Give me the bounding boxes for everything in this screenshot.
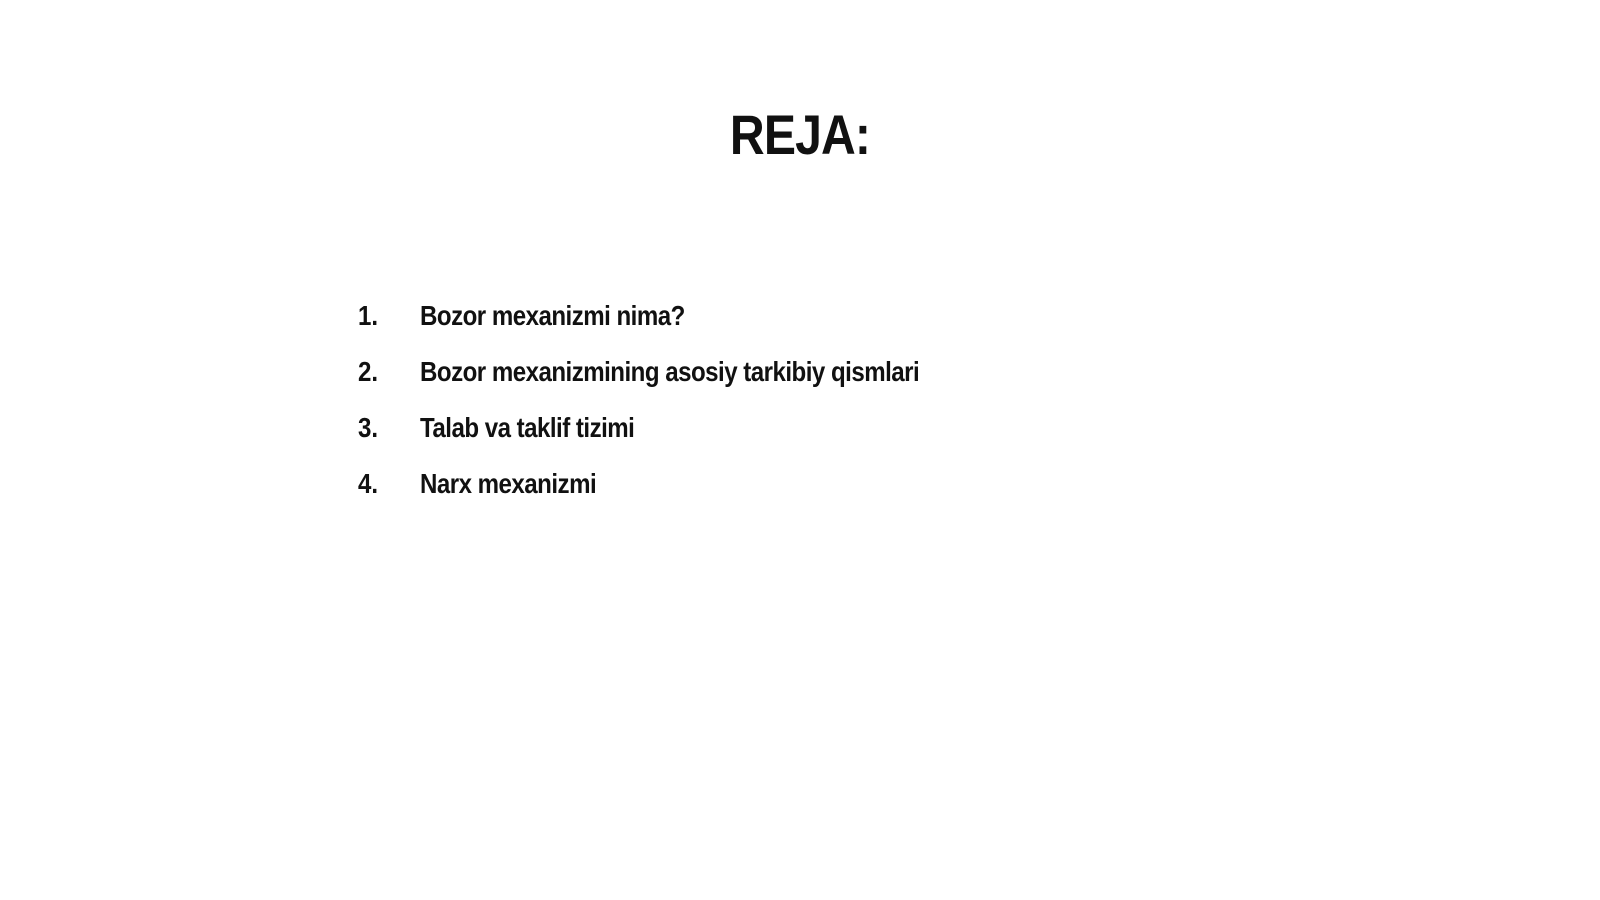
plan-list — [358, 288, 1258, 512]
list-item — [358, 344, 1258, 400]
list-item — [358, 288, 1258, 344]
list-item-number: 1. — [358, 300, 379, 331]
list-item-number: 4. — [358, 468, 379, 499]
list-item — [358, 456, 1258, 512]
list-item-text: Bozor mexanizmi nima? — [420, 300, 685, 331]
list-item-text: Bozor mexanizmining asosiy tarkibiy qismlari — [420, 356, 920, 387]
list-item — [358, 400, 1258, 456]
list-item-text: Talab va taklif tizimi — [420, 412, 635, 443]
list-item-number: 3. — [358, 412, 379, 443]
slide-title: REJA: — [729, 103, 871, 166]
list-item-number: 2. — [358, 356, 379, 387]
list-item-text: Narx mexanizmi — [420, 468, 597, 499]
